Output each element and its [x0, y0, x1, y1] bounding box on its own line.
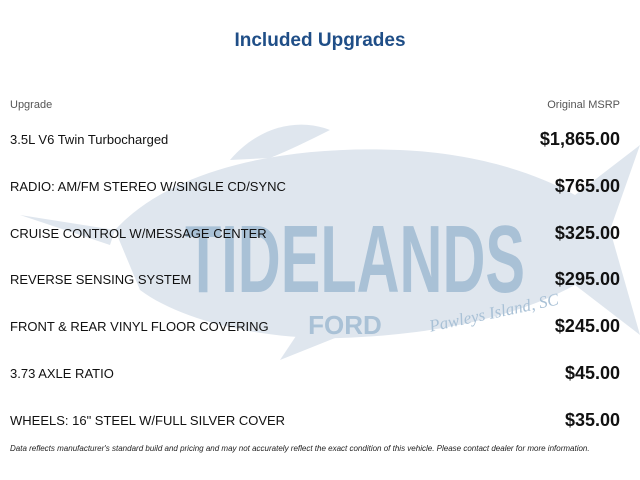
upgrade-row	[10, 218, 620, 248]
upgrade-name: 3.5L V6 Twin Turbocharged	[10, 131, 169, 147]
upgrade-name: REVERSE SENSING SYSTEM	[10, 271, 192, 287]
upgrade-row	[10, 171, 620, 201]
upgrade-row	[10, 405, 620, 435]
upgrade-price: $765.00	[554, 175, 620, 196]
upgrade-name: 3.73 AXLE RATIO	[10, 365, 114, 381]
watermark-brand: TIDELANDS	[185, 206, 525, 313]
watermark-script: Pawleys Island, SC	[427, 289, 561, 336]
page-title: Included Upgrades	[234, 30, 406, 51]
upgrade-name: FRONT & REAR VINYL FLOOR COVERING	[10, 318, 269, 334]
upgrade-name: RADIO: AM/FM STEREO W/SINGLE CD/SYNC	[10, 178, 286, 194]
watermark-sub: FORD	[308, 310, 382, 340]
upgrade-price: $325.00	[554, 222, 620, 243]
upgrade-name: WHEELS: 16" STEEL W/FULL SILVER COVER	[10, 412, 286, 428]
disclaimer-text: Data reflects manufacturer's standard build and pricing and may not accurately reflect the exact condition of this vehicle. Please contact dealer for more information.	[10, 444, 590, 453]
upgrade-row	[10, 264, 620, 294]
upgrade-row	[10, 124, 620, 154]
upgrade-price: $245.00	[554, 315, 620, 336]
upgrade-price: $295.00	[554, 268, 620, 289]
upgrade-row	[10, 358, 620, 388]
column-header-msrp: Original MSRP	[547, 99, 620, 111]
upgrade-price: $1,865.00	[539, 128, 620, 149]
upgrade-name: CRUISE CONTROL W/MESSAGE CENTER	[10, 225, 267, 241]
upgrade-price: $35.00	[564, 409, 620, 430]
column-header-upgrade: Upgrade	[10, 99, 53, 111]
upgrade-row	[10, 311, 620, 341]
upgrade-price: $45.00	[564, 362, 620, 383]
